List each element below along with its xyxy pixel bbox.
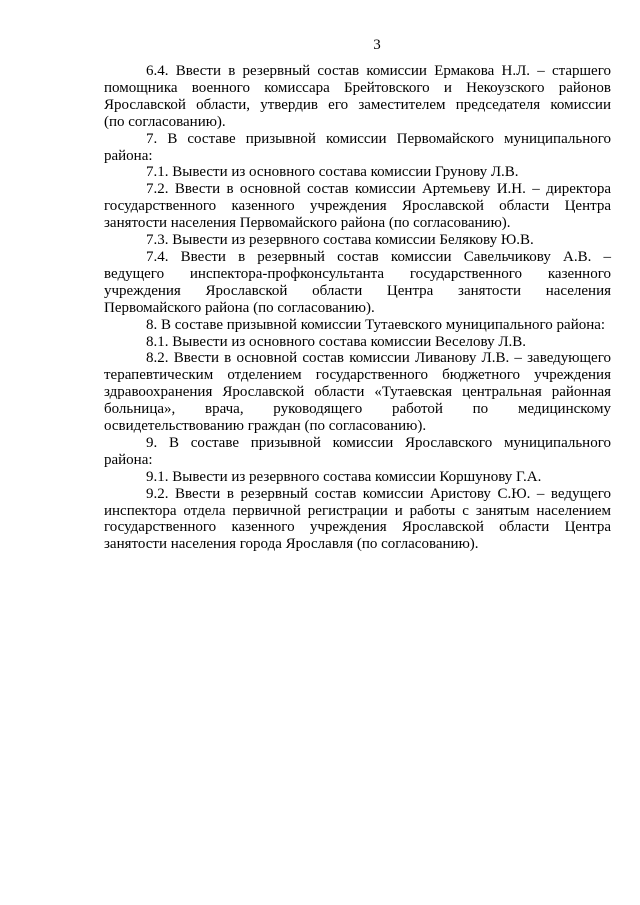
paragraph-6-4 (104, 63, 611, 131)
paragraph-line: 9.2. Ввести в резервный состав комиссии Аристову С.Ю. – ведущего (146, 485, 611, 502)
paragraph-line: Первомайского района (по согласованию). (104, 299, 375, 316)
paragraph-7-1 (104, 164, 611, 181)
paragraph-line: (по согласованию). (104, 113, 226, 130)
page-number: 3 (373, 37, 381, 53)
document-body (104, 63, 611, 553)
paragraph-9-2 (104, 486, 611, 554)
paragraph-9-1 (104, 469, 611, 486)
paragraph-8 (104, 317, 611, 334)
paragraph-line: инспектора отдела первичной регистрации и работы с занятым населением (104, 502, 611, 519)
paragraph-line: 8. В составе призывной комиссии Тутаевского муниципального района: (146, 316, 606, 333)
paragraph-7-4 (104, 249, 611, 317)
paragraph-line: занятости населения города Ярославля (по согласованию). (104, 536, 479, 553)
paragraph-line: учреждения Ярославской области Центра занятости населения (104, 282, 611, 299)
paragraph-8-1 (104, 334, 611, 351)
paragraph-line: 8.1. Вывести из основного состава комиссии Веселову Л.В. (146, 333, 527, 350)
paragraph-line: 7.1. Вывести из основного состава комиссии Грунову Л.В. (146, 164, 519, 181)
paragraph-line: ведущего инспектора-профконсультанта государственного казенного (104, 265, 611, 282)
paragraph-line: терапевтическим отделением государственного бюджетного учреждения (104, 367, 611, 384)
paragraph-line: района: (104, 147, 153, 164)
paragraph-line: государственного казенного учреждения Ярославской области Центра (104, 519, 611, 536)
paragraph-8-2 (104, 350, 611, 435)
paragraph-line: занятости населения Первомайского района (по согласованию). (104, 215, 511, 232)
paragraph-7-3 (104, 232, 611, 249)
paragraph-line: 9.1. Вывести из резервного состава комиссии Коршунову Г.А. (146, 468, 542, 485)
paragraph-line: 9. В составе призывной комиссии Ярославского муниципального (146, 434, 611, 451)
paragraph-line: 7.2. Ввести в основной состав комиссии Артемьеву И.Н. – директора (146, 181, 611, 198)
paragraph-7 (104, 131, 611, 165)
paragraph-line: 8.2. Ввести в основной состав комиссии Ливанову Л.В. – заведующего (146, 350, 611, 367)
paragraph-line: района: (104, 451, 153, 468)
paragraph-line: 7.4. Ввести в резервный состав комиссии Савельчикову А.В. – (146, 248, 611, 265)
paragraph-7-2 (104, 181, 611, 232)
paragraph-line: государственного казенного учреждения Ярославской области Центра (104, 198, 611, 215)
paragraph-line: здравоохранения Ярославской области «Тутаевская центральная районная (104, 384, 611, 401)
paragraph-line: 6.4. Ввести в резервный состав комиссии Ермакова Н.Л. – старшего (146, 63, 611, 79)
paragraph-line: помощника военного комиссара Брейтовского и Некоузского районов (104, 79, 611, 96)
paragraph-line: Ярославской области, утвердив его заместителем председателя комиссии (104, 96, 611, 113)
paragraph-line: 7. В составе призывной комиссии Первомайского муниципального (146, 130, 611, 147)
paragraph-9 (104, 435, 611, 469)
paragraph-line: освидетельствованию граждан (по согласованию). (104, 418, 427, 435)
paragraph-line: 7.3. Вывести из резервного состава комиссии Белякову Ю.В. (146, 232, 534, 249)
paragraph-line: больница», врача, руководящего работой по медицинскому (104, 401, 611, 418)
